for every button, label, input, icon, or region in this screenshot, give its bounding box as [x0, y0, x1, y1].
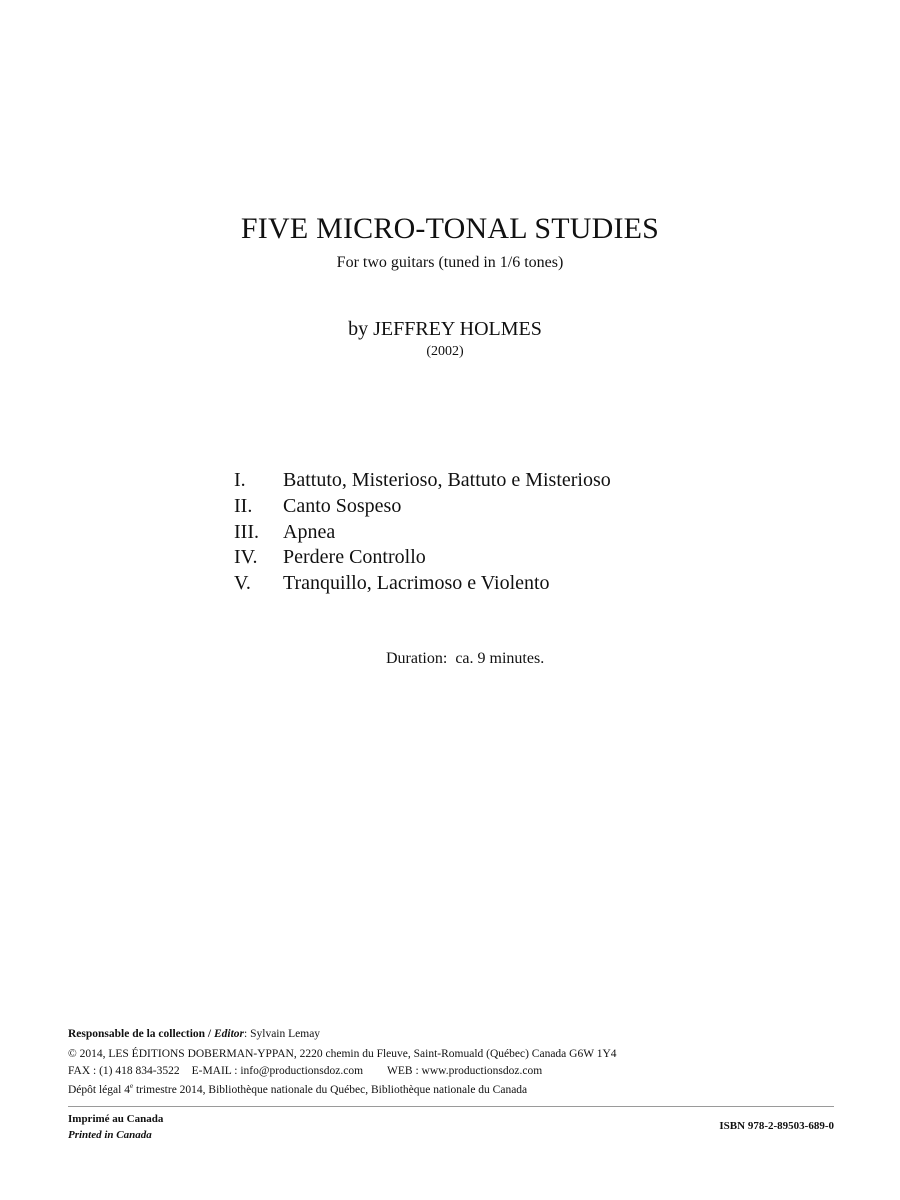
legal-deposit-superscript: e	[129, 1082, 134, 1090]
editor-line	[68, 1028, 834, 1040]
movement-name: Battuto, Misterioso, Battuto e Misterioso	[283, 469, 611, 491]
movement-number: IV.	[234, 546, 258, 569]
footer-divider	[68, 1106, 834, 1107]
document-subtitle: For two guitars (tuned in 1/6 tones)	[336, 254, 564, 271]
movement-name: Tranquillo, Lacrimoso e Violento	[283, 572, 550, 595]
web-address: WEB : www.productionsdoz.com	[387, 1065, 543, 1077]
editor-label-english: Editor	[214, 1028, 245, 1040]
editor-name: : Sylvain Lemay	[244, 1028, 321, 1040]
movement-number: II.	[234, 494, 253, 517]
movement-item	[234, 520, 611, 546]
composition-year: (2002)	[426, 344, 464, 359]
legal-deposit-line	[68, 1082, 834, 1096]
printed-in-canada-french: Imprimé au Canada	[68, 1113, 164, 1125]
movement-item	[234, 545, 611, 571]
movement-number: V.	[234, 572, 251, 595]
movement-item	[234, 571, 611, 597]
isbn-number: ISBN 978-2-89503-689-0	[719, 1120, 834, 1132]
duration-note: Duration: ca. 9 minutes.	[386, 650, 545, 667]
legal-deposit-prefix: Dépôt légal 4	[68, 1083, 130, 1096]
copyright-line: © 2014, LES ÉDITIONS DOBERMAN-YPPAN, 2220 chemin du Fleuve, Saint-Romuald (Québec) Canada G6W 1Y4	[68, 1048, 617, 1060]
document-title: FIVE MICRO-TONAL STUDIES	[240, 212, 660, 245]
movement-name: Apnea	[283, 520, 336, 543]
movement-name: Perdere Controllo	[283, 546, 426, 569]
editor-label: Responsable de la collection /	[68, 1028, 214, 1040]
movement-list	[234, 468, 611, 597]
fax-number: FAX : (1) 418 834-3522	[68, 1065, 180, 1077]
email-address: E-MAIL : info@productionsdoz.com	[191, 1065, 364, 1077]
movement-number: III.	[234, 520, 259, 543]
movement-name: Canto Sospeso	[283, 494, 402, 517]
movement-number: I.	[234, 469, 246, 491]
contact-line	[68, 1065, 834, 1077]
composer-credit: by JEFFREY HOLMES	[348, 318, 542, 340]
printed-in-canada-english: Printed in Canada	[68, 1129, 152, 1141]
legal-deposit-text: trimestre 2014, Bibliothèque nationale du Québec, Bibliothèque nationale du Canada	[133, 1083, 528, 1096]
movement-item	[234, 494, 611, 520]
movement-item	[234, 468, 611, 494]
